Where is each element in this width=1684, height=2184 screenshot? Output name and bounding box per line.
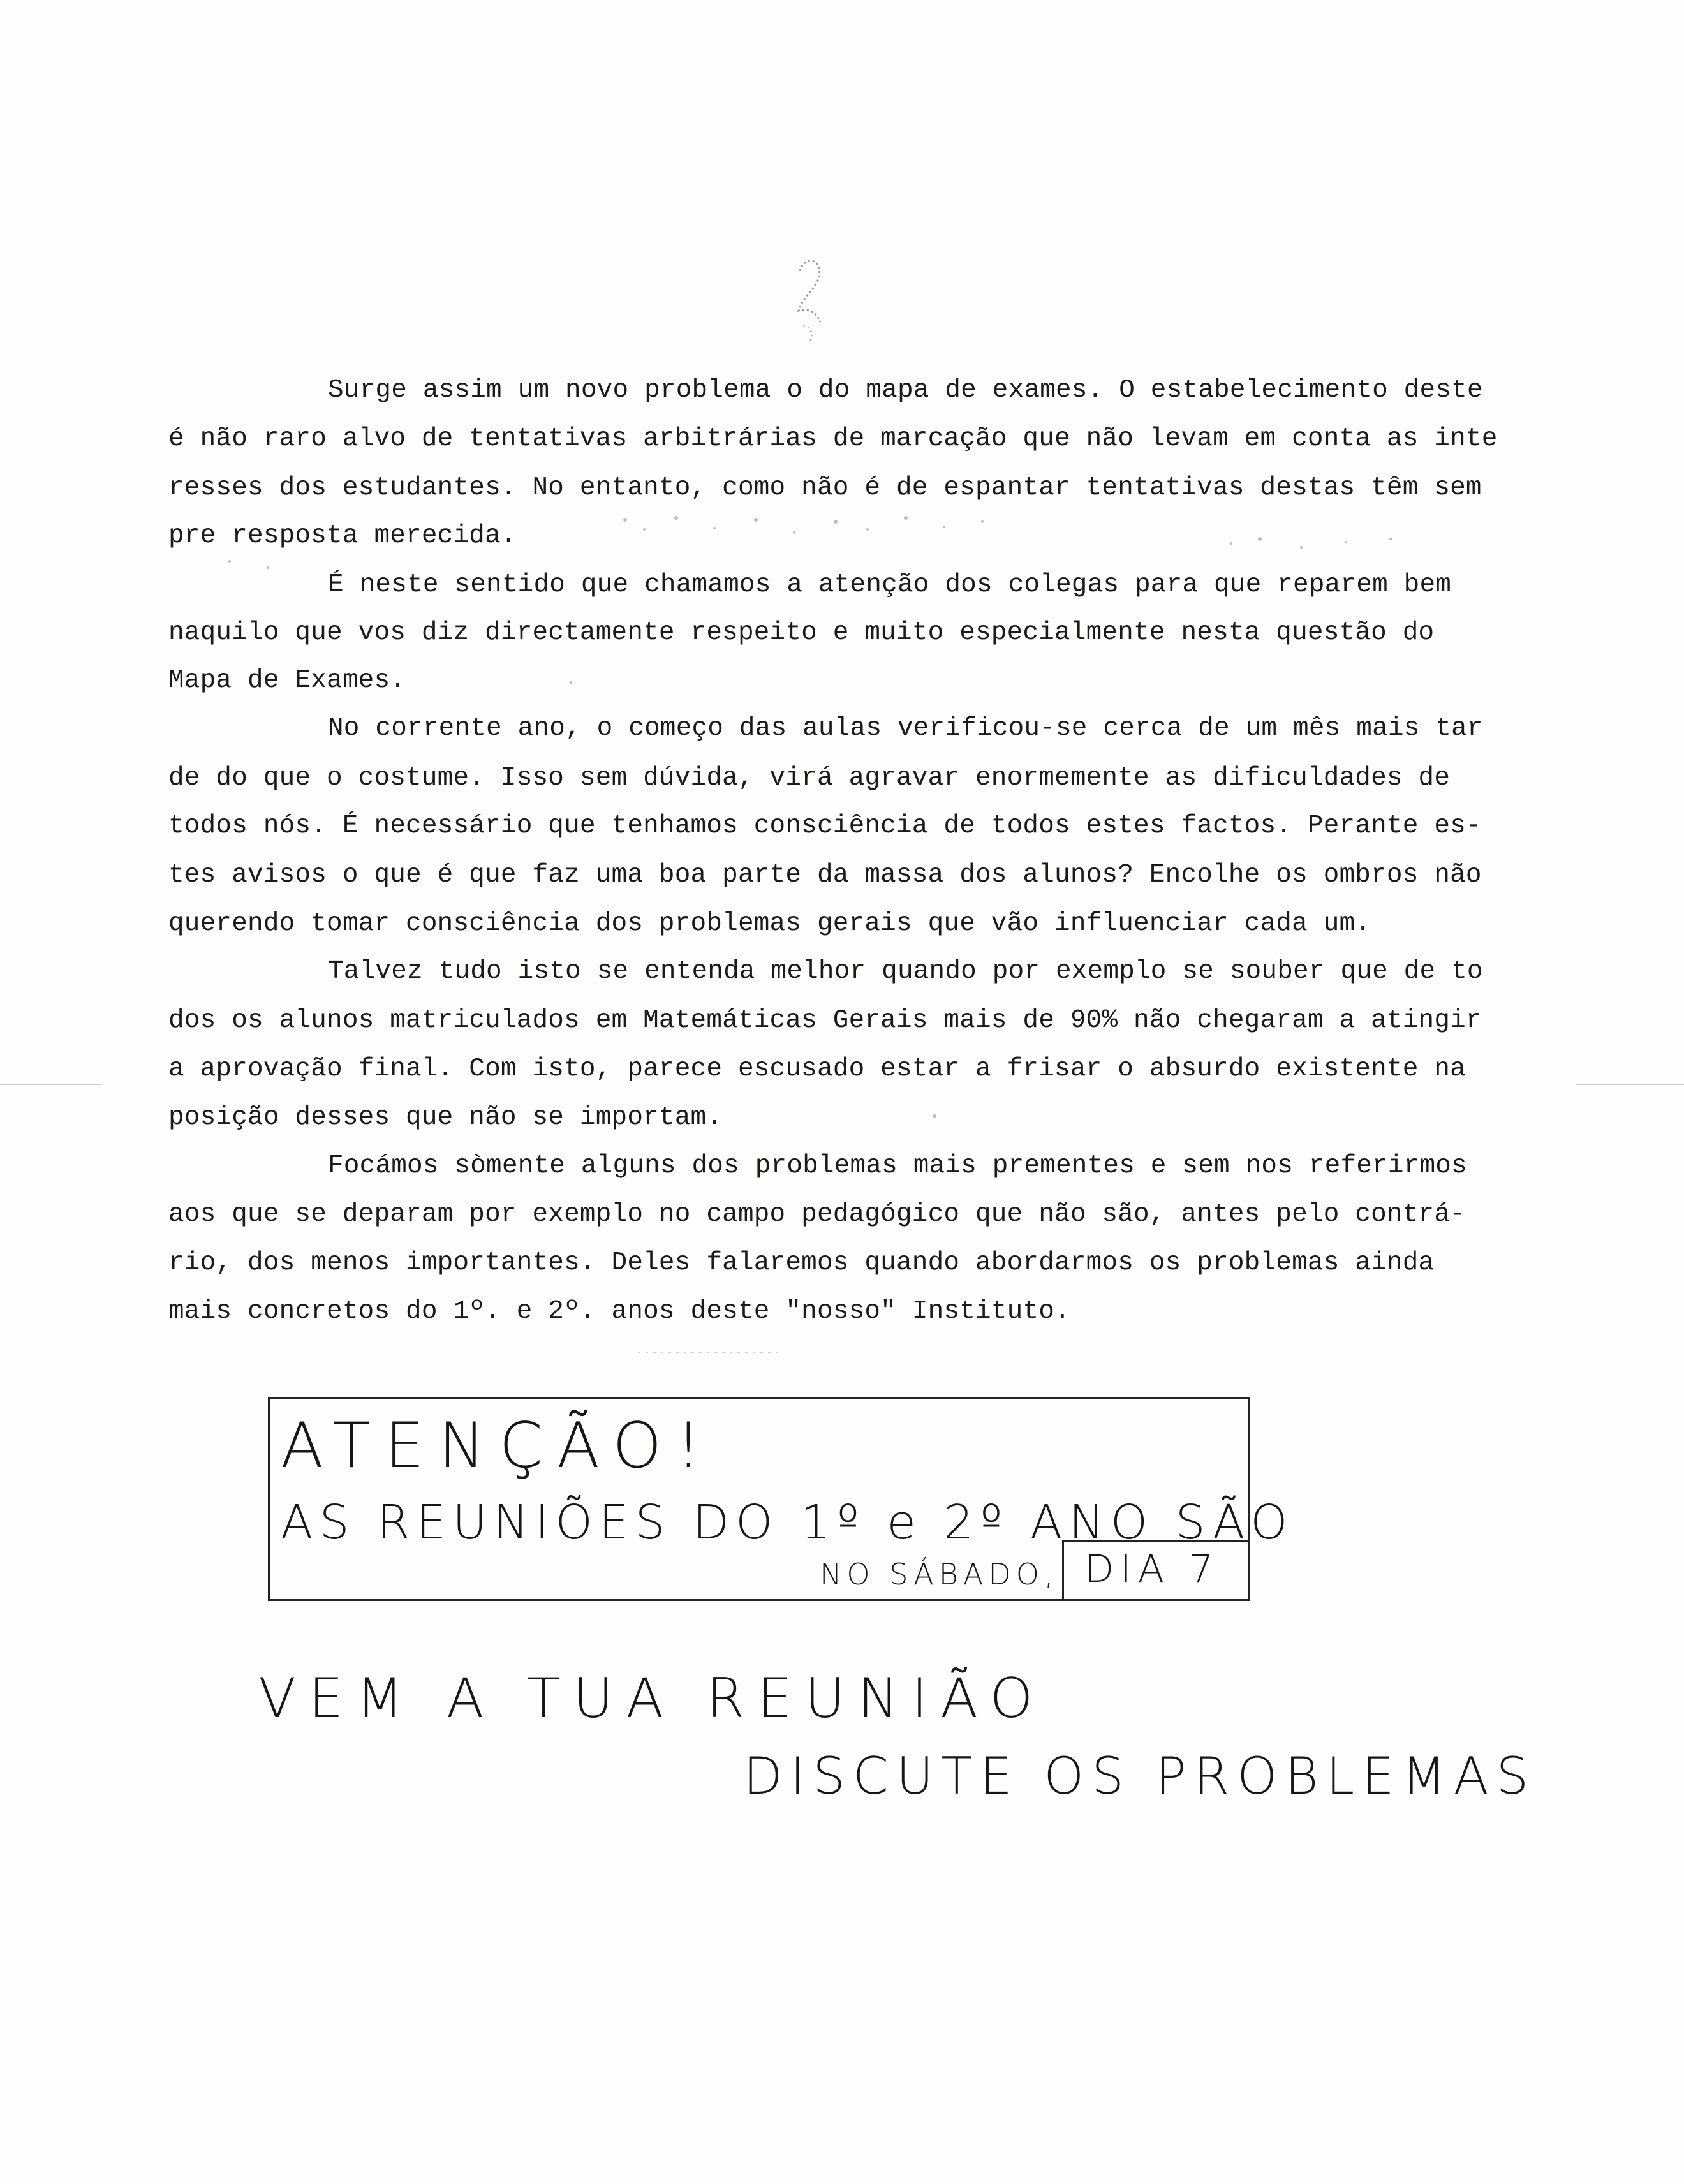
handwritten-footer-line-2: DISCUTE OS PROBLEMAS [743, 1746, 1537, 1806]
paragraph-1-line-3: resses dos estudantes. No entanto, como não é de espantar tentativas destas têm sem [168, 473, 1482, 503]
paragraph-5-line-2: aos que se deparam por exemplo no campo pedagógico que não são, antes pelo contrá- [168, 1200, 1466, 1229]
paragraph-2-line-2: naquilo que vos diz directamente respeito e muito especialmente nesta questão do [168, 618, 1435, 647]
paragraph-5-line-1: Focámos sòmente alguns dos problemas mais prementes e sem nos referirmos [328, 1151, 1467, 1181]
paragraph-2-line-3: Mapa de Exames. [168, 666, 406, 695]
paragraph-4-line-3: a aprovação final. Com isto, parece escusado estar a frisar o absurdo existente na [168, 1054, 1466, 1084]
paragraph-4-line-1: Talvez tudo isto se entenda melhor quando por exemplo se souber que de to [328, 957, 1483, 986]
handwritten-notice-line: AS REUNIÕES DO 1º e 2º ANO SÃO [281, 1495, 1294, 1550]
paragraph-3-line-2: de do que o costume. Isso sem dúvida, virá agravar enormemente as dificuldades de [168, 764, 1451, 793]
paragraph-4-line-2: dos os alunos matriculados em Matemáticas Gerais mais de 90% não chegaram a atingir [168, 1006, 1482, 1035]
paragraph-3-line-4: tes avisos o que é que faz uma boa parte da massa dos alunos? Encolhe os ombros não [168, 860, 1482, 890]
paragraph-3-line-5: querendo tomar consciência dos problemas gerais que vão influenciar cada um. [168, 909, 1371, 938]
paragraph-3-line-3: todos nós. É necessário que tenhamos consciência de todos estes factos. Perante es- [168, 811, 1482, 841]
page-number-mark [791, 252, 829, 348]
paragraph-2-line-1: É neste sentido que chamamos a atenção dos colegas para que reparem bem [328, 570, 1452, 600]
paragraph-3-line-1: No corrente ano, o começo das aulas verificou-se cerca de um mês mais tar [328, 714, 1483, 743]
paragraph-1-line-4: pre resposta merecida. [168, 521, 517, 550]
paragraph-1-line-1: Surge assim um novo problema o do mapa de exames. O estabelecimento deste [328, 376, 1483, 405]
handwritten-notice-date-prefix: NO SÁBADO, [820, 1557, 1059, 1591]
paragraph-1-line-2: é não raro alvo de tentativas arbitrárias de marcação que não levam em conta as inte [168, 424, 1498, 454]
paragraph-5-line-4: mais concretos do 1º. e 2º. anos deste "nosso" Instituto. [168, 1297, 1070, 1326]
handwritten-notice-date: DIA 7 [1084, 1547, 1220, 1591]
handwritten-notice-title: ATENÇÃO! [281, 1410, 715, 1482]
paragraph-5-line-3: rio, dos menos importantes. Deles falaremos quando abordarmos os problemas ainda [168, 1248, 1435, 1278]
paragraph-4-line-4: posição desses que não se importam. [168, 1103, 723, 1132]
handwritten-footer-line-1: VEM A TUA REUNIÃO [258, 1667, 1046, 1730]
